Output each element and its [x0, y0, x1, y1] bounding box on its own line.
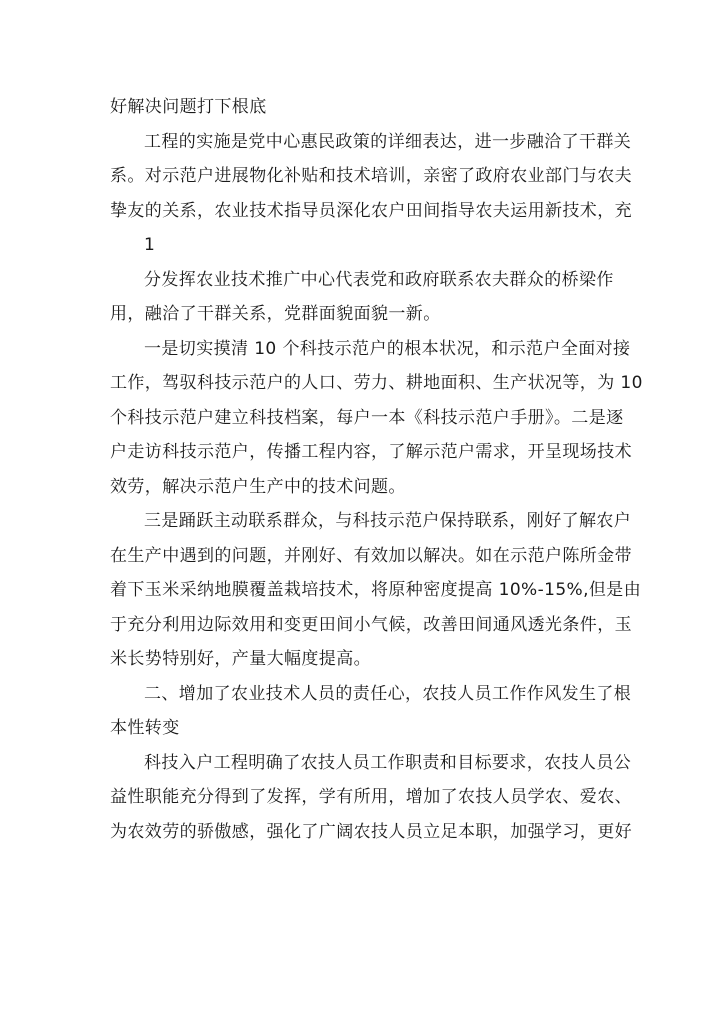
- text-line: 于充分利用边际效用和变更田间小气候，改善田间通风透光条件，玉: [110, 614, 632, 635]
- paragraph-line: 一是切实摸清 10 个科技示范户的根本状况，和示范户全面对接: [144, 338, 631, 359]
- text-line: 着下玉米采纳地膜覆盖栽培技术，将原种密度提高 10%-15%,但是由: [110, 580, 642, 600]
- section-heading-line: 二、增加了农业技术人员的责任心，农技人员工作作风发生了根: [144, 683, 632, 704]
- text-line: 挚友的关系，农业技术指导员深化农户田间指导农夫运用新技术，充: [110, 200, 632, 221]
- text-line: 系。对示范户进展物化补贴和技术培训，亲密了政府农业部门与农夫: [110, 166, 632, 186]
- text-line: 个科技示范户建立科技档案，每户一本《科技示范户手册》。二是逐: [110, 407, 624, 428]
- paragraph-line: 工程的实施是党中心惠民政策的详细表达，进一步融洽了干群关: [144, 131, 632, 152]
- text-line: 用，融洽了干群关系，党群面貌面貌一新。: [110, 304, 441, 324]
- page-number: 1: [144, 235, 156, 255]
- paragraph-line: 科技入户工程明确了农技人员工作职责和目标要求，农技人员公: [144, 752, 632, 773]
- text-line: 效劳，解决示范户生产中的技术问题。: [110, 476, 406, 497]
- text-line: 在生产中遇到的问题，并刚好、有效加以解决。如在示范户陈所金带: [110, 545, 632, 566]
- text-line: 户走访科技示范户，传播工程内容，了解示范户需求，开呈现场技术: [110, 442, 632, 462]
- document-page: [110, 90, 643, 849]
- section-heading-line: 本性转变: [110, 718, 180, 738]
- text-line: 工作，驾驭科技示范户的人口、劳力、耕地面积、生产状况等，为 10: [110, 373, 643, 393]
- text-line: 好解决问题打下根底: [110, 97, 267, 117]
- text-line: 益性职能充分得到了发挥，学有所用，增加了农技人员学农、爱农、: [110, 787, 632, 807]
- text-line: 米长势特别好，产量大幅度提高。: [110, 649, 371, 669]
- text-line: 为农效劳的骄傲感，强化了广阔农技人员立足本职，加强学习，更好: [110, 821, 632, 842]
- paragraph-line: 三是踊跃主动联系群众，与科技示范户保持联系，刚好了解农户: [144, 511, 632, 531]
- paragraph-line: 分发挥农业技术推广中心代表党和政府联系农夫群众的桥梁作: [144, 269, 614, 290]
